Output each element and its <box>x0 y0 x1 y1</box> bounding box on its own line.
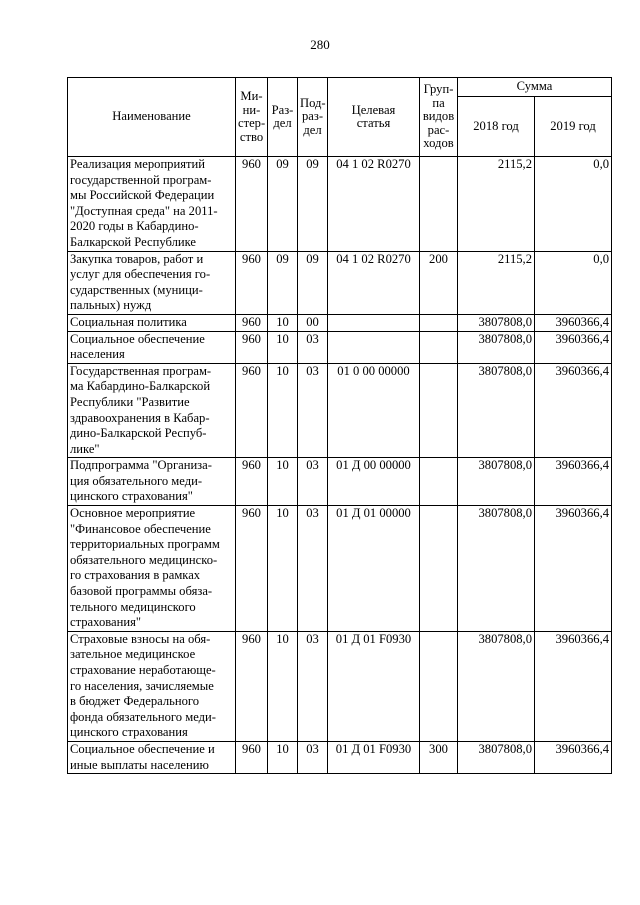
group-cell: 300 <box>420 741 458 773</box>
subsection-cell: 03 <box>298 458 328 506</box>
subsection-cell: 03 <box>298 331 328 363</box>
amount-2019-cell: 3960366,4 <box>535 506 612 632</box>
section-cell: 10 <box>268 314 298 331</box>
ministry-cell: 960 <box>236 458 268 506</box>
subsection-cell: 03 <box>298 506 328 632</box>
amount-2018-cell: 3807808,0 <box>458 314 535 331</box>
header-subsection: Под- раз- дел <box>298 78 328 157</box>
amount-2019-cell: 3960366,4 <box>535 314 612 331</box>
header-name: Наименование <box>68 78 236 157</box>
header-2019: 2019 год <box>535 97 612 157</box>
section-cell: 09 <box>268 157 298 252</box>
group-cell <box>420 506 458 632</box>
table-row <box>68 251 612 314</box>
section-cell: 10 <box>268 363 298 458</box>
budget-table <box>67 77 612 774</box>
subsection-cell: 00 <box>298 314 328 331</box>
target-cell <box>328 314 420 331</box>
amount-2019-cell: 0,0 <box>535 157 612 252</box>
ministry-cell: 960 <box>236 506 268 632</box>
amount-2018-cell: 2115,2 <box>458 251 535 314</box>
amount-2018-cell: 2115,2 <box>458 157 535 252</box>
target-cell: 01 0 00 00000 <box>328 363 420 458</box>
name-cell: Закупка товаров, работ и услуг для обеспечения го- сударственных (муници- пальных) нужд <box>68 251 236 314</box>
subsection-cell: 09 <box>298 251 328 314</box>
target-cell: 01 Д 00 00000 <box>328 458 420 506</box>
ministry-cell: 960 <box>236 331 268 363</box>
name-cell: Реализация мероприятий государственной програм- мы Российской Федерации "Доступная среда" на 2011- 2020 годы в Кабардино- Балкарской Республике <box>68 157 236 252</box>
ministry-cell: 960 <box>236 251 268 314</box>
section-cell: 10 <box>268 741 298 773</box>
amount-2018-cell: 3807808,0 <box>458 458 535 506</box>
table-row <box>68 314 612 331</box>
amount-2019-cell: 0,0 <box>535 251 612 314</box>
name-cell: Государственная програм- ма Кабардино-Балкарской Республики "Развитие здравоохранения в Кабар- дино-Балкарской Респуб- лике" <box>68 363 236 458</box>
header-target: Целевая статья <box>328 78 420 157</box>
name-cell: Подпрограмма "Организа- ция обязательного меди- цинского страхования" <box>68 458 236 506</box>
group-cell: 200 <box>420 251 458 314</box>
target-cell: 04 1 02 R0270 <box>328 251 420 314</box>
name-cell: Социальное обеспечение и иные выплаты населению <box>68 741 236 773</box>
table-row <box>68 363 612 458</box>
amount-2018-cell: 3807808,0 <box>458 363 535 458</box>
page-number: 280 <box>310 37 330 52</box>
amount-2018-cell: 3807808,0 <box>458 631 535 741</box>
table-row <box>68 506 612 632</box>
subsection-cell: 03 <box>298 741 328 773</box>
target-cell <box>328 331 420 363</box>
subsection-cell: 09 <box>298 157 328 252</box>
header-2018: 2018 год <box>458 97 535 157</box>
group-cell <box>420 157 458 252</box>
ministry-cell: 960 <box>236 363 268 458</box>
amount-2019-cell: 3960366,4 <box>535 631 612 741</box>
section-cell: 10 <box>268 331 298 363</box>
amount-2019-cell: 3960366,4 <box>535 458 612 506</box>
header-sum: Сумма <box>458 78 612 97</box>
ministry-cell: 960 <box>236 157 268 252</box>
group-cell <box>420 314 458 331</box>
section-cell: 09 <box>268 251 298 314</box>
subsection-cell: 03 <box>298 363 328 458</box>
target-cell: 01 Д 01 F0930 <box>328 741 420 773</box>
header-section: Раз- дел <box>268 78 298 157</box>
table-row <box>68 741 612 773</box>
group-cell <box>420 363 458 458</box>
group-cell <box>420 331 458 363</box>
target-cell: 01 Д 01 F0930 <box>328 631 420 741</box>
amount-2018-cell: 3807808,0 <box>458 331 535 363</box>
amount-2019-cell: 3960366,4 <box>535 363 612 458</box>
name-cell: Социальное обеспечение населения <box>68 331 236 363</box>
name-cell: Основное мероприятие "Финансовое обеспечение территориальных программ обязательного медицинско- го страхования в рамках базовой программы обяза- тельного медицинского страхования" <box>68 506 236 632</box>
table-row <box>68 631 612 741</box>
amount-2019-cell: 3960366,4 <box>535 331 612 363</box>
target-cell: 01 Д 01 00000 <box>328 506 420 632</box>
table-row <box>68 458 612 506</box>
section-cell: 10 <box>268 631 298 741</box>
amount-2018-cell: 3807808,0 <box>458 506 535 632</box>
section-cell: 10 <box>268 458 298 506</box>
ministry-cell: 960 <box>236 741 268 773</box>
target-cell: 04 1 02 R0270 <box>328 157 420 252</box>
amount-2018-cell: 3807808,0 <box>458 741 535 773</box>
ministry-cell: 960 <box>236 314 268 331</box>
section-cell: 10 <box>268 506 298 632</box>
ministry-cell: 960 <box>236 631 268 741</box>
table-row <box>68 331 612 363</box>
header-group: Груп- па видов рас- ходов <box>420 78 458 157</box>
group-cell <box>420 631 458 741</box>
amount-2019-cell: 3960366,4 <box>535 741 612 773</box>
group-cell <box>420 458 458 506</box>
header-ministry: Ми- ни- стер- ство <box>236 78 268 157</box>
name-cell: Страховые взносы на обя- зательное медицинское страхование неработающе- го населения, зачисляемые в бюджет Федерального фонда обязательного меди- цинского страхования <box>68 631 236 741</box>
table-row <box>68 157 612 252</box>
subsection-cell: 03 <box>298 631 328 741</box>
name-cell: Социальная политика <box>68 314 236 331</box>
